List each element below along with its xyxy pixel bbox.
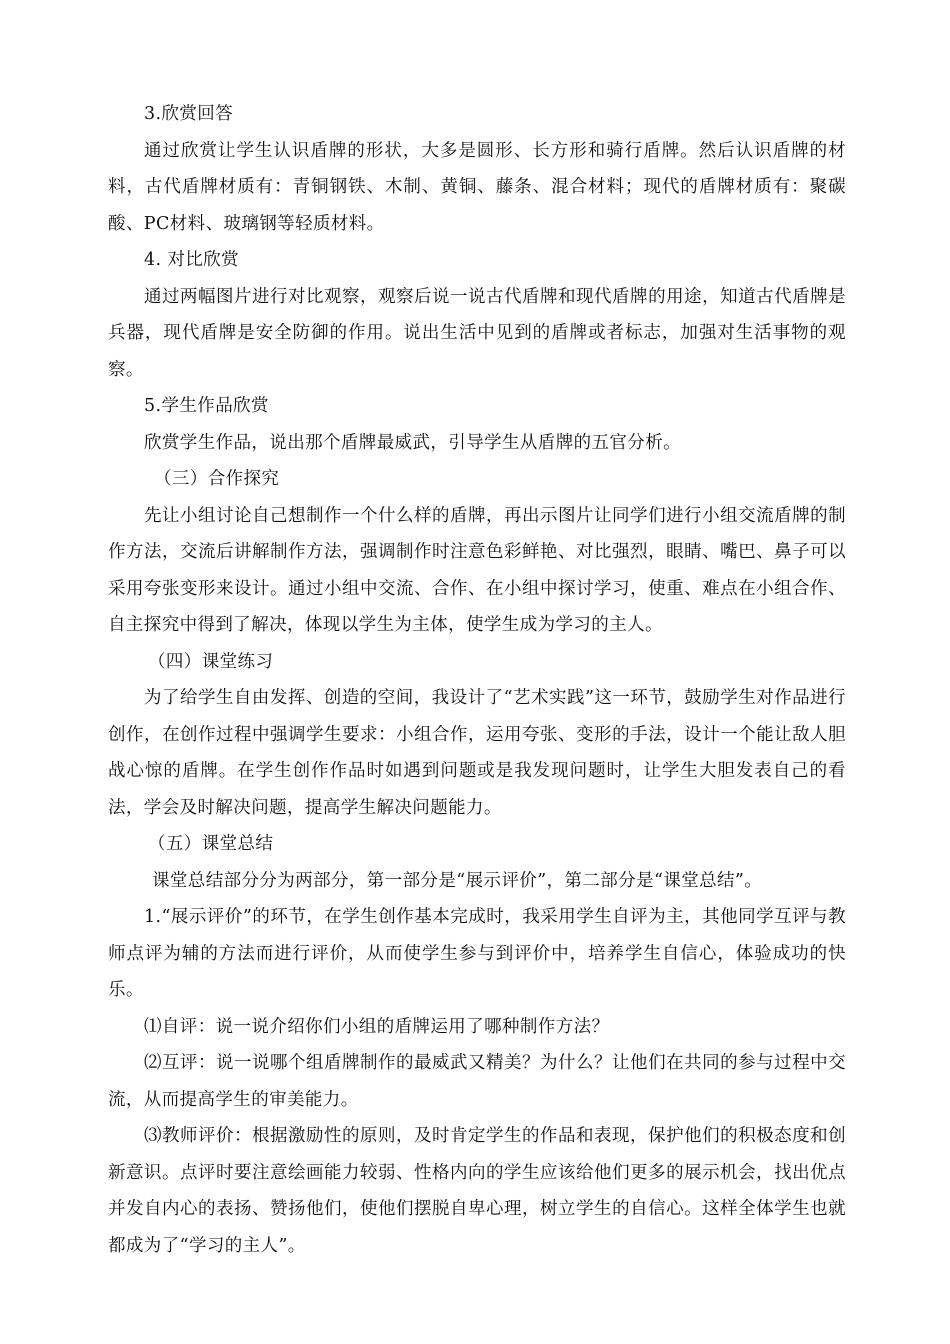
paragraph-cooperate: 先让小组讨论自己想制作一个什么样的盾牌，再出示图片让同学们进行小组交流盾牌的制作方法，交流后讲解制作方法，强调制作时注意色彩鲜艳、对比强烈，眼睛、嘴巴、鼻子可以采用夸张变形来设计。通过小组中交流、合作、在小组中探讨学习，使重、难点在小组合作、自主探究中得到了解决，体现以学生为主体，使学生成为学习的主人。 <box>108 505 846 635</box>
paragraph-compare: 通过两幅图片进行对比观察，观察后说一说古代盾牌和现代盾牌的用途，知道古代盾牌是兵器，现代盾牌是安全防御的作用。说出生活中见到的盾牌或者标志，加强对生活事物的观察。 <box>108 286 846 380</box>
paragraph-summary-1: 1.“展示评价”的环节，在学生创作基本完成时，我采用学生自评为主，其他同学互评与教师点评为辅的方法而进行评价，从而使学生参与到评价中，培养学生自信心，体验成功的快乐。 <box>108 907 846 1000</box>
paragraph-student-work: 欣赏学生作品，说出那个盾牌最威武，引导学生从盾牌的五官分析。 <box>144 432 681 453</box>
paragraph-summary-intro: 课堂总结部分分为两部分，第一部分是“展示评价”，第二部分是“课堂总结”。 <box>152 870 763 891</box>
heading-appreciate-answer: 3.欣赏回答 <box>144 104 234 124</box>
paragraph-self-eval: ⑴自评：说一说介绍你们小组的盾牌运用了哪种制作方法？ <box>144 1016 610 1037</box>
heading-compare: 4. 对比欣赏 <box>144 250 240 270</box>
paragraph-appreciate-answer: 通过欣赏让学生认识盾牌的形状，大多是圆形、长方形和骑行盾牌。然后认识盾牌的材料，古代盾牌材质有：青铜钢铁、木制、黄铜、藤条、混合材料；现代的盾牌材质有：聚碳酸、PC材料、玻璃钢等轻质材料。 <box>108 140 846 234</box>
heading-cooperate: （三）合作探究 <box>154 469 280 489</box>
paragraph-teacher-eval: ⑶教师评价：根据激励性的原则，及时肯定学生的作品和表现，保护他们的积极态度和创新意识。点评时要注意绘画能力较弱、性格内向的学生应该给他们更多的展示机会，找出优点并发自内心的表扬、赞扬他们，使他们摆脱自卑心理，树立学生的自信心。这样全体学生也就都成为了“学习的主人”。 <box>108 1126 846 1256</box>
heading-student-work: 5.学生作品欣赏 <box>144 396 269 416</box>
heading-summary: （五）课堂总结 <box>148 834 274 854</box>
heading-practice: （四）课堂练习 <box>148 651 274 672</box>
paragraph-peer-eval: ⑵互评：说一说哪个组盾牌制作的最威武又精美？为什么？让他们在共同的参与过程中交流，从而提高学生的审美能力。 <box>108 1053 846 1110</box>
paragraph-practice: 为了给学生自由发挥、创造的空间，我设计了“艺术实践”这一环节，鼓励学生对作品进行创作，在创作过程中强调学生要求：小组合作，运用夸张、变形的手法，设计一个能让敌人胆战心惊的盾牌。在学生创作作品时如遇到问题或是我发现问题时，让学生大胆发表自己的看法，学会及时解决问题，提高学生解决问题能力。 <box>108 688 846 818</box>
